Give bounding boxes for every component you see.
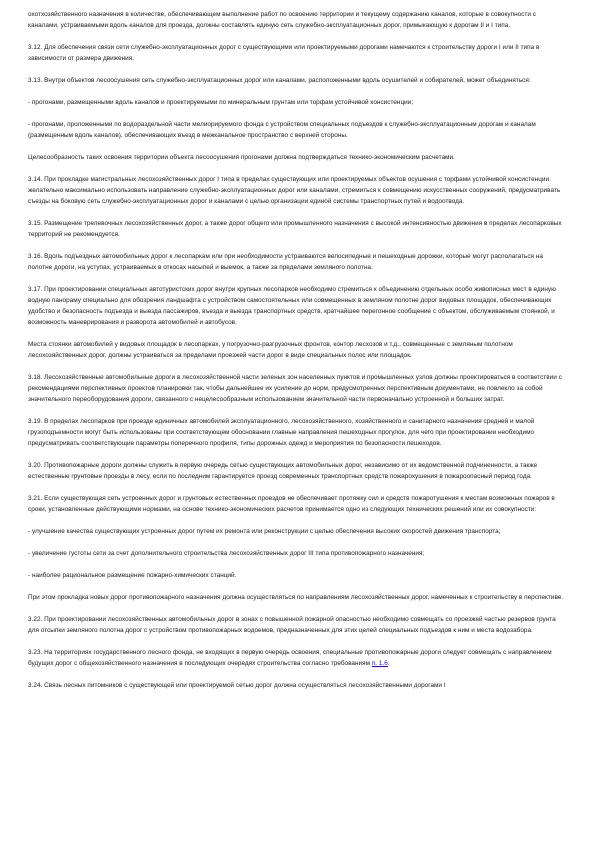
paragraph-3-14: 3.14. При прокладке магистральных лесохозяйственных дорог I типа в пределах существующих или проектируемых объектов осушения с торфами устойчивой консистенции желательно максимально использовать направление служебно-эксплуатационных дорог или каналами, стремиться к совмещению искусственных сооружений, предусматривать съезды на боковую сеть служебно-эксплуатационных дорог и каналами с целью организации единой системы транспортных путей и водоотвода. (28, 176, 561, 205)
list-item-progony-vodorazdel: - прогонами, проложенными по водораздельной части мелиорируемого фонда с устройством специальных подъездов к служебно-эксплуатационным дорогам и каналам (размещенным вдоль каналов), обеспечивающих въезд в межканальное пространство с верхней стороны. (28, 121, 536, 139)
paragraph-pri-etom: При этом прокладка новых дорог противопожарного назначения должна осуществляться по направлениям лесохозяйственных дорог, намеченных к строительству в перспективе. (28, 594, 564, 601)
list-item-uvelichenie: - увеличение густоты сети за счет дополнительного строительства лесохозяйственных дорог III типа противопожарного назначения; (28, 550, 425, 557)
paragraph-3-23 (28, 647, 567, 669)
paragraph-3-20: 3.20. Противопожарные дороги должны служить в первую очередь сетью существующих автомобильных дорог, независимо от их ведомственной подчиненности, а также естественные грунтовые проезды в лесу, если по последним гарантируется проезд современных транспортных средств пожарохушения в пожароопасный период года. (28, 462, 538, 480)
paragraph-3-23-text: 3.23. На территориях государственного лесного фонда, не входящих в первую очередь освоения, специальные противопожарные дороги следует совмещать с направлением будущих дорог с общехозяйственного назначения в последующих очередях строительства согласно требованиям (28, 649, 552, 667)
paragraph-3-15: 3.15. Размещение трелевочных лесохозяйственных дорог, а также дорог общего или промышленного назначения с высокой интенсивностью движения в пределах лесопарковых территорий не рекомендуется. (28, 220, 562, 238)
paragraph-3-12: 3.12. Для обеспечения связи сети служебно-эксплуатационных дорог с существующими или проектируемыми дорогами намечаются к строительству дороги I или II типа в зависимости от размера движения. (28, 44, 540, 62)
paragraph-3-21: 3.21. Если существующая сеть устроенных дорог и грунтовых естественных проездов не обеспечивает протяжку сил и средств пожаротушения к местам возможных пожаров в сроки, установленные действующими нормами, на основе технико-экономических расчетов принимается одно из следующих технических решений или их совокупности: (28, 495, 555, 513)
link-suffix: . (387, 660, 390, 667)
paragraph-3-24: 3.24. Связь лесных питомников с существующей или проектируемой сетью дорог должна осуществляться лесохозяйственными дорогами I (28, 682, 446, 689)
paragraph-mesta-stoyanki: Места стоянки автомобилей у видовых площадок в лесопарках, у погрузочно-разгрузочных фронтов, контор лесхозов и т.д., совмещенные с земляным полотном лесохозяйственных дорог, должны устраиваться за пределами проезжей части дорог в виде специальных полос или площадок. (28, 341, 513, 359)
paragraph-3-22: 3.22. При проектировании лесохозяйственных автомобильных дорог в зонах с повышенной пожарной опасностью необходимо совмещать со проезжей частью резервов грунта для отсыпки земляного полотна дорог с устройством противопожарных водоемов, предназначенных для этих целей специальных подъездов к ним и места водозабора. (28, 616, 556, 634)
list-item-razmeshchenie: - наиболее рациональное размещение пожарно-химических станций. (28, 572, 237, 579)
paragraph-tseleoobraznost: Целесообразность таких освоения территории объекта лесоосушения прогонами должна подтверждаться технико-экономическим расчетами. (28, 154, 455, 161)
reference-link-p-1-6[interactable]: п. 1.6 (371, 660, 388, 667)
paragraph-3-18: 3.18. Лесохозяйственные автомобильные дороги в лесохозяйственной части зеленых зон населенных пунктов и промышленных узлов должны проектироваться в соответствии с рекомендациями перспективных проектов планировки так, чтобы дальнейшее их усиление до норм, предусмотренных перспективным документами, не повлекло за собой значительного переоборудования дороги, связанного с нецелесообразным использованием значительной части первоначально устроенной и больших затрат. (28, 374, 562, 403)
paragraph-3-16: 3.16. Вдоль подъездных автомобильных дорог к лесопаркам или при необходимости устраиваются велосипедные и пешеходные дорожки, которые могут располагаться на полотне дороги, на уступах, устраиваемых в откосах насыпей и выемок, а также за пределами земляного полотна. (28, 253, 543, 271)
paragraph-3-17: 3.17. При проектировании специальных автотуристских дорог внутри крупных лесопарков необходимо стремиться к объединению отдельных особо живописных мест в единую водную панораму специально для обозрения ландшафта с устройством самостоятельных или совмещенных в земляном полотне дорог видовых площадок, обеспечивающих удобство и безопасность подъезда и выезда пассажиров, въезда и выезда транспортных средств, кратчайшее перегонное сообщение с объектом, обслуживаемым стоянкой, и возможность маневрирования и разворота автомобилей и автобусов. (28, 286, 556, 326)
list-item-uluchshenie: - улучшение качества существующих устроенных дорог путем их ремонта или реконструкции с целью обеспечения высоких скоростей движения транспорта; (28, 528, 501, 535)
paragraph-3-11-continued: охотхозяйственного назначения в количестве, обеспечивающем выполнение работ по освоению территории и текущему содержанию каналов, которые в совокупности с каналами, устраиваемыми вдоль каналов для проезда, должны составлять единую сеть служебно-эксплуатационных дорог, примыкающую к дорогам II и I типа. (28, 11, 536, 29)
paragraph-3-19: 3.19. В пределах лесопарков при проезде единичных автомобилей эксплуатационного, лесохозяйственного, хозяйственного и санитарного назначения средней и малой грузоподъемности могут быть использованы при соответствующем обосновании главные направления пешеходных прогулок, для чего при проектировании необходимо предусматривать соответствующие параметры поперечного профиля, типы дорожных одежд и мероприятия по безопасности пешеходов. (28, 418, 535, 447)
list-item-progony-vdol-kanalov: - прогонами, размещенными вдоль каналов и проектируемыми по минеральным грунтам или торфам устойчивой консистенции; (28, 99, 414, 106)
paragraph-3-13: 3.13. Внутри объектов лесоосушения сеть служебно-эксплуатационных дорог или каналами, расположенными вдоль осушителей и собирателей, может объединяться: (28, 77, 531, 84)
